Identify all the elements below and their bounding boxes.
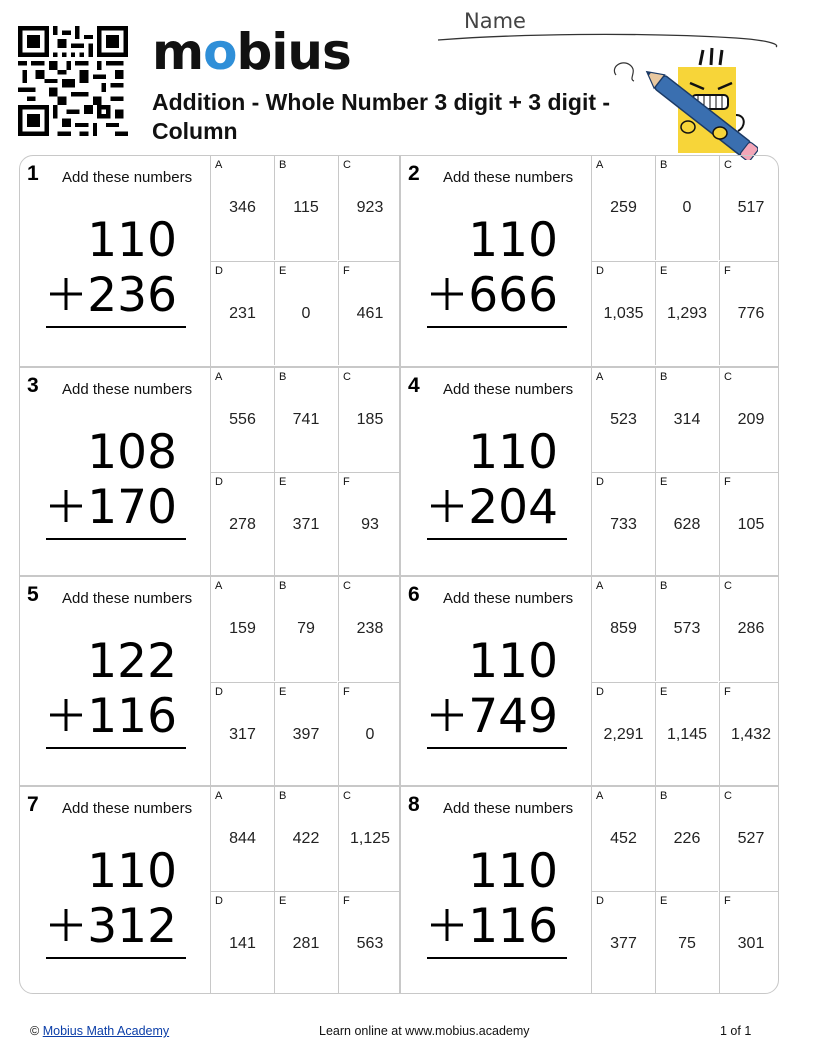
- answer-value: 523: [610, 410, 637, 428]
- answer-letter: A: [215, 789, 223, 802]
- page-title: Addition - Whole Number 3 digit + 3 digit - Column: [152, 89, 611, 144]
- answer-letter: A: [215, 370, 223, 383]
- answer-value: 563: [356, 935, 384, 952]
- answer-value: 185: [356, 410, 384, 428]
- answer-option[interactable]: [274, 156, 337, 260]
- answer-letter: B: [279, 580, 287, 592]
- brand-logo-text: mobius: [152, 23, 351, 81]
- footer-copyright: [30, 1024, 169, 1038]
- answer-option[interactable]: [719, 368, 779, 472]
- answer-value: 371: [292, 516, 320, 533]
- answer-letter: E: [279, 895, 287, 907]
- answer-option[interactable]: [655, 156, 718, 260]
- answer-value: 517: [737, 199, 765, 216]
- answer-options: [591, 787, 779, 995]
- answer-value: 0: [365, 725, 375, 743]
- answer-option[interactable]: [211, 156, 274, 260]
- answer-option[interactable]: [274, 682, 337, 786]
- answer-option[interactable]: [338, 472, 401, 576]
- answer-option[interactable]: [719, 472, 779, 576]
- answer-value: 281: [292, 935, 320, 952]
- answer-letter: E: [660, 895, 668, 907]
- answer-value: 844: [229, 829, 256, 847]
- answer-option[interactable]: [274, 891, 337, 994]
- answer-option[interactable]: [592, 891, 655, 994]
- addend-top: 108: [87, 424, 177, 480]
- copyright-symbol: ©: [30, 1024, 40, 1038]
- addend-top: 122: [87, 634, 177, 689]
- answer-options: [210, 368, 400, 576]
- answer-option[interactable]: [211, 261, 274, 365]
- sum-line: [427, 747, 567, 749]
- answer-letter: D: [596, 895, 604, 907]
- addend-bottom: 236: [87, 268, 177, 323]
- answer-letter: D: [215, 476, 223, 488]
- answer-value: 141: [229, 935, 256, 952]
- answer-value: 923: [356, 199, 384, 216]
- answer-letter: C: [724, 370, 732, 383]
- footer-center: Learn online at www.mobius.academy: [319, 1024, 530, 1038]
- answer-option[interactable]: [274, 577, 337, 681]
- sum-line: [427, 957, 567, 959]
- answer-value: 115: [293, 199, 319, 216]
- answer-value: 346: [229, 199, 256, 216]
- answer-letter: E: [660, 264, 668, 277]
- answer-options: [591, 577, 779, 785]
- answer-value: 0: [682, 199, 692, 216]
- answer-option[interactable]: [211, 577, 274, 681]
- answer-letter: F: [343, 895, 350, 907]
- answer-letter: E: [279, 476, 287, 488]
- answer-option[interactable]: [719, 787, 779, 891]
- addend-bottom: 116: [87, 689, 177, 744]
- answer-option[interactable]: [338, 891, 401, 994]
- answer-options: [210, 577, 400, 785]
- problem-instruction: Add these numbers: [443, 799, 574, 817]
- problem-grid: [19, 155, 779, 994]
- answer-value: 452: [610, 829, 637, 847]
- answer-letter: F: [724, 476, 731, 488]
- addend-top: 110: [468, 424, 558, 480]
- answer-letter: E: [279, 685, 287, 698]
- answer-option[interactable]: [592, 472, 655, 576]
- answer-letter: A: [596, 370, 604, 383]
- answer-option[interactable]: [655, 891, 718, 994]
- answer-option[interactable]: [338, 577, 401, 681]
- qr-code-icon: [18, 26, 128, 136]
- answer-option[interactable]: [655, 682, 718, 786]
- answer-option[interactable]: [274, 368, 337, 472]
- answer-option[interactable]: [592, 682, 655, 786]
- problem-number: 4: [408, 373, 420, 397]
- addend-top: 110: [468, 843, 558, 899]
- problem-number: 3: [27, 373, 39, 397]
- problem-instruction: Add these numbers: [443, 169, 574, 186]
- answer-option[interactable]: [719, 682, 779, 786]
- addend-top: 110: [468, 213, 558, 268]
- addend-top: 110: [87, 213, 177, 268]
- answer-letter: A: [596, 159, 604, 171]
- answer-value: 79: [297, 620, 315, 637]
- answer-options: [210, 156, 400, 366]
- footer-link[interactable]: Mobius Math Academy: [42, 1024, 170, 1038]
- answer-option[interactable]: [592, 787, 655, 891]
- answer-value: 0: [301, 304, 311, 322]
- problem-card: [20, 575, 400, 785]
- answer-option[interactable]: [655, 787, 718, 891]
- answer-letter: C: [343, 789, 351, 802]
- answer-letter: B: [279, 159, 287, 171]
- answer-option[interactable]: [655, 261, 718, 365]
- answer-value: 1,145: [666, 725, 708, 743]
- answer-value: 209: [737, 410, 765, 428]
- answer-value: 1,035: [603, 304, 644, 322]
- answer-options: [591, 368, 779, 576]
- answer-value: 628: [673, 516, 701, 533]
- answer-option[interactable]: [274, 787, 337, 891]
- addend-bottom: 170: [87, 479, 177, 535]
- answer-value: 461: [356, 304, 384, 322]
- answer-letter: D: [596, 264, 604, 277]
- sum-line: [427, 326, 567, 328]
- addend-top: 110: [468, 634, 558, 689]
- answer-value: 2,291: [603, 725, 644, 743]
- problem-card: [399, 575, 779, 785]
- answer-letter: C: [724, 580, 732, 592]
- answer-value: 278: [229, 516, 256, 533]
- problem-instruction: Add these numbers: [62, 169, 193, 186]
- answer-option[interactable]: [338, 261, 401, 365]
- answer-letter: D: [215, 685, 223, 698]
- answer-letter: C: [343, 580, 351, 592]
- answer-option[interactable]: [211, 787, 274, 891]
- answer-letter: F: [724, 895, 731, 907]
- answer-value: 397: [292, 725, 320, 743]
- answer-letter: B: [279, 370, 287, 383]
- answer-value: 75: [678, 935, 696, 952]
- answer-letter: E: [279, 264, 287, 277]
- problem-card: [399, 785, 779, 995]
- answer-value: 573: [673, 620, 701, 637]
- problem-instruction: Add these numbers: [62, 380, 193, 398]
- answer-options: [210, 787, 400, 995]
- answer-value: 1,432: [730, 725, 772, 743]
- answer-options: [591, 156, 779, 366]
- answer-value: 301: [737, 935, 765, 952]
- answer-value: 286: [737, 620, 765, 637]
- answer-value: 105: [737, 516, 765, 533]
- answer-option[interactable]: [719, 891, 779, 994]
- answer-letter: A: [596, 789, 604, 802]
- answer-value: 159: [229, 620, 256, 637]
- answer-letter: B: [660, 370, 668, 383]
- answer-option[interactable]: [592, 368, 655, 472]
- sum-line: [427, 538, 567, 540]
- sum-line: [46, 538, 186, 540]
- answer-value: 527: [737, 829, 765, 847]
- answer-letter: C: [343, 159, 351, 171]
- answer-value: 226: [673, 829, 701, 847]
- answer-letter: A: [596, 580, 604, 592]
- answer-option[interactable]: [211, 682, 274, 786]
- problem-card: [399, 366, 779, 576]
- answer-letter: B: [660, 159, 668, 171]
- answer-letter: D: [215, 264, 223, 277]
- problem-instruction: Add these numbers: [443, 590, 574, 607]
- answer-letter: F: [343, 476, 350, 488]
- problem-number: 2: [408, 162, 420, 185]
- addend-bottom: 749: [468, 689, 558, 744]
- answer-letter: F: [343, 685, 350, 698]
- answer-option[interactable]: [211, 472, 274, 576]
- answer-value: 231: [229, 304, 256, 322]
- answer-letter: E: [660, 685, 668, 698]
- answer-value: 314: [673, 410, 701, 428]
- addend-bottom: 666: [468, 268, 558, 323]
- problem-card: [20, 366, 400, 576]
- problem-instruction: Add these numbers: [443, 380, 574, 398]
- problem-card: [20, 156, 400, 366]
- answer-option[interactable]: [274, 261, 337, 365]
- answer-option[interactable]: [719, 156, 779, 260]
- answer-option[interactable]: [592, 261, 655, 365]
- answer-value: 741: [292, 410, 320, 428]
- answer-letter: E: [660, 476, 668, 488]
- problem-instruction: Add these numbers: [62, 799, 193, 817]
- answer-letter: A: [215, 580, 223, 592]
- addend-bottom: 204: [468, 479, 558, 535]
- addend-top: 110: [87, 843, 177, 899]
- answer-value: 422: [292, 829, 320, 847]
- answer-value: 377: [610, 935, 637, 952]
- problem-number: 1: [27, 162, 39, 185]
- answer-letter: D: [596, 685, 604, 698]
- answer-option[interactable]: [338, 787, 401, 891]
- brand-logo: [152, 22, 351, 82]
- answer-letter: F: [724, 264, 731, 277]
- answer-option[interactable]: [338, 368, 401, 472]
- answer-letter: C: [724, 789, 732, 802]
- answer-option[interactable]: [211, 368, 274, 472]
- answer-letter: C: [724, 159, 732, 171]
- answer-letter: B: [660, 580, 668, 592]
- answer-value: 1,293: [666, 304, 708, 322]
- answer-option[interactable]: [655, 368, 718, 472]
- footer-page-number: 1 of 1: [720, 1024, 752, 1038]
- answer-option[interactable]: [655, 577, 718, 681]
- answer-value: 556: [229, 410, 256, 428]
- answer-letter: D: [596, 476, 604, 488]
- answer-value: 93: [361, 516, 379, 533]
- answer-letter: B: [279, 789, 287, 802]
- answer-option[interactable]: [211, 891, 274, 994]
- sum-line: [46, 326, 186, 328]
- answer-letter: A: [215, 159, 223, 171]
- answer-option[interactable]: [719, 261, 779, 365]
- answer-letter: B: [660, 789, 668, 802]
- answer-option[interactable]: [274, 472, 337, 576]
- answer-letter: F: [724, 685, 731, 698]
- answer-option[interactable]: [719, 577, 779, 681]
- answer-option[interactable]: [655, 472, 718, 576]
- name-label: Name: [464, 9, 526, 33]
- answer-value: 859: [610, 620, 637, 637]
- addend-bottom: 312: [87, 898, 177, 954]
- answer-value: 776: [737, 304, 765, 322]
- problem-number: 7: [27, 792, 39, 816]
- sum-line: [46, 957, 186, 959]
- problem-number: 5: [27, 583, 39, 606]
- answer-value: 317: [229, 725, 256, 743]
- answer-option[interactable]: [338, 682, 401, 786]
- answer-letter: D: [215, 895, 223, 907]
- answer-value: 259: [610, 199, 637, 216]
- answer-option[interactable]: [592, 577, 655, 681]
- answer-option[interactable]: [338, 156, 401, 260]
- mascot-icon: [608, 45, 758, 160]
- answer-value: 1,125: [349, 829, 391, 847]
- answer-letter: C: [343, 370, 351, 383]
- problem-card: [399, 156, 779, 366]
- answer-option[interactable]: [592, 156, 655, 260]
- sum-line: [46, 747, 186, 749]
- answer-value: 733: [610, 516, 637, 533]
- problem-instruction: Add these numbers: [62, 590, 193, 607]
- problem-number: 6: [408, 583, 420, 606]
- problem-card: [20, 785, 400, 995]
- problem-number: 8: [408, 792, 420, 816]
- addend-bottom: 116: [468, 898, 558, 954]
- answer-value: 238: [356, 620, 384, 637]
- answer-letter: F: [343, 264, 350, 277]
